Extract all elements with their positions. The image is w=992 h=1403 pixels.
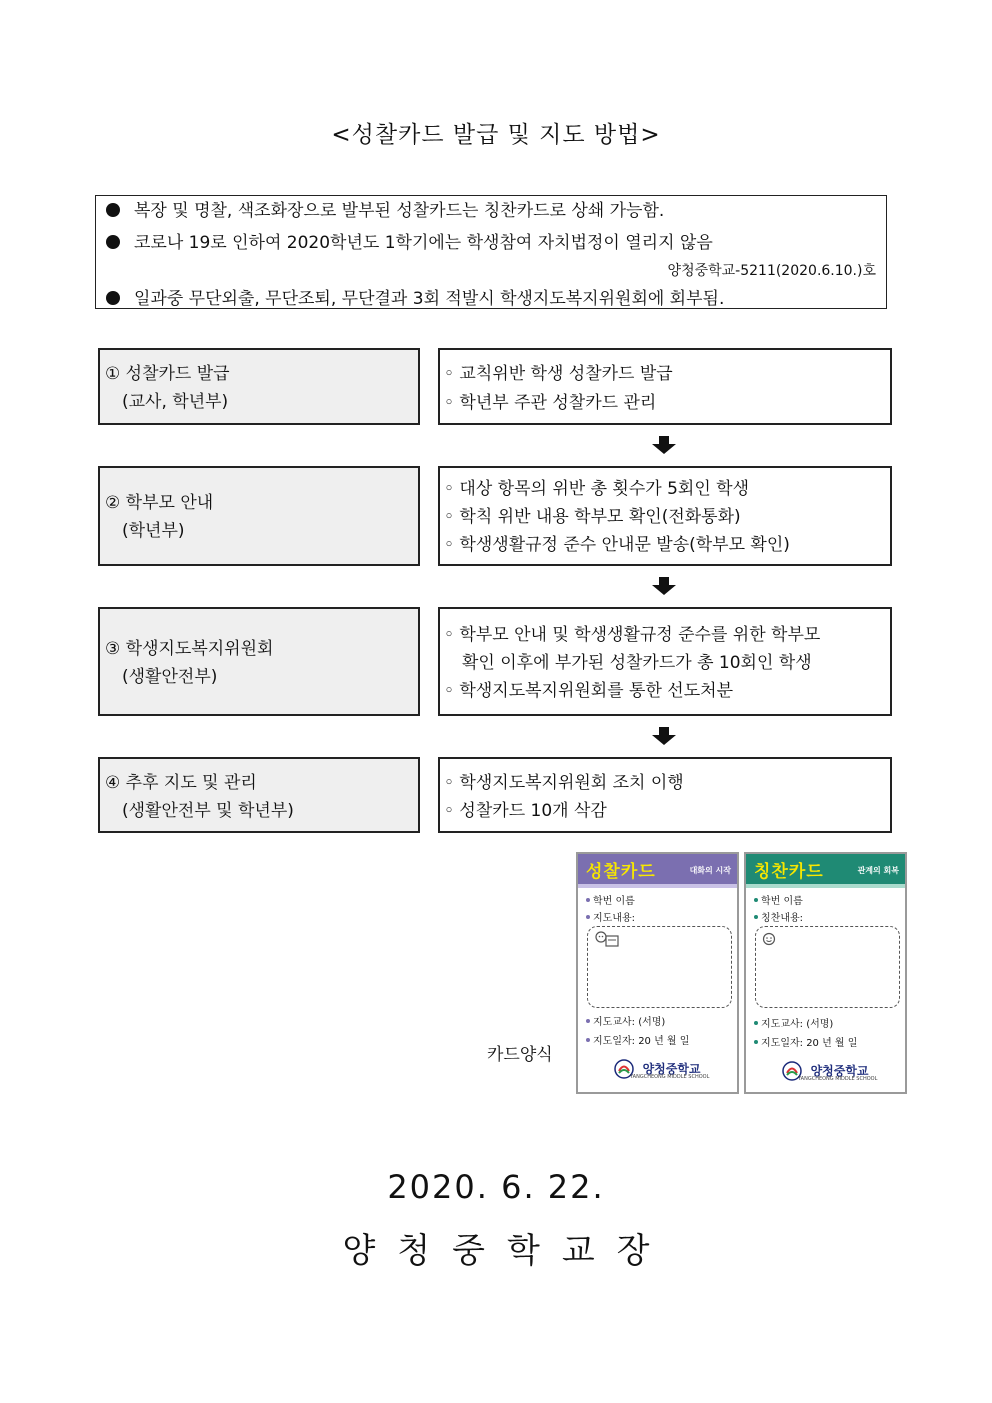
page-title: <성찰카드 발급 및 지도 방법>: [331, 122, 661, 148]
card-stripe: [578, 884, 737, 888]
notice-reference: 양청중학교-5211(2020.6.10.)호: [667, 263, 876, 279]
card-title: 칭찬카드: [754, 862, 824, 882]
bullet-icon: [106, 291, 120, 305]
step-3-label-box: [98, 607, 420, 716]
school-name: 양청중학교: [642, 1062, 701, 1076]
card-field: 학번 이름: [754, 892, 803, 907]
bullet-icon: [106, 203, 120, 217]
school-name-en: YANGCHEONG MIDDLE SCHOOL: [630, 1074, 710, 1080]
step-desc-line: ◦ 대상 항목의 위반 총 횟수가 5회인 학생: [444, 479, 749, 499]
praise-card: [744, 852, 907, 1094]
notice-item: 복장 및 명찰, 색조화장으로 발부된 성찰카드는 칭찬카드로 상쇄 가능함.: [106, 196, 664, 221]
step-2-desc-box: [438, 466, 892, 566]
step-1-label-box: [98, 348, 420, 425]
step-label: ④ 추후 지도 및 관리: [105, 773, 257, 793]
step-desc-line: ◦ 학생지도복지위원회를 통한 선도처분: [444, 681, 733, 701]
step-4-desc-box: [438, 757, 892, 833]
school-name: 양청중학교: [810, 1064, 869, 1078]
step-owner: (학년부): [122, 521, 185, 541]
card-field: 지도일자: 20 년 월 일: [586, 1032, 689, 1047]
arrow-down-icon: [652, 577, 676, 595]
card-title: 성찰카드: [586, 862, 656, 882]
card-field: 학번 이름: [586, 892, 635, 907]
step-owner: (생활안전부): [122, 667, 218, 687]
step-owner: (생활안전부 및 학년부): [122, 801, 294, 821]
step-desc-line: ◦ 학생생활규정 준수 안내문 발송(학부모 확인): [444, 535, 790, 555]
notice-item: 코로나 19로 인하여 2020학년도 1학기에는 학생참여 자치법정이 열리지 않음: [106, 228, 713, 253]
step-label: ③ 학생지도복지위원회: [105, 639, 274, 659]
card-field: 지도교사: (서명): [586, 1013, 665, 1028]
step-desc-line: 확인 이후에 부가된 성찰카드가 총 10회인 학생: [462, 653, 812, 673]
card-field: 지도교사: (서명): [754, 1015, 833, 1030]
step-3-desc-box: [438, 607, 892, 716]
arrow-down-icon: [652, 727, 676, 745]
notice-box: [95, 195, 887, 309]
step-desc-line: ◦ 학부모 안내 및 학생생활규정 준수를 위한 학부모: [444, 625, 821, 645]
step-desc-line: ◦ 학칙 위반 내용 학부모 확인(전화통화): [444, 507, 741, 527]
card-field: 지도일자: 20 년 월 일: [754, 1034, 857, 1049]
step-desc-line: ◦ 학년부 주관 성찰카드 관리: [444, 393, 657, 413]
card-form-label: 카드양식: [487, 1045, 553, 1065]
card-field: 칭찬내용:: [754, 909, 803, 924]
step-1-desc-box: [438, 348, 892, 425]
card-subtitle: 대화의 시작: [689, 866, 731, 875]
card-field: 지도내용:: [586, 909, 635, 924]
issuer-signature: 양청중학교장: [342, 1231, 672, 1271]
step-4-label-box: [98, 757, 420, 833]
card-subtitle: 관계의 회복: [857, 866, 899, 875]
notice-item: 일과중 무단외출, 무단조퇴, 무단결과 3회 적발시 학생지도복지위원회에 회부됨.: [106, 284, 724, 309]
card-stripe: [746, 884, 905, 888]
arrow-down-icon: [652, 436, 676, 454]
card-writing-area: [755, 926, 900, 1008]
document-date: 2020. 6. 22.: [387, 1168, 605, 1206]
step-label: ② 학부모 안내: [105, 493, 214, 513]
reflection-card: [576, 852, 739, 1094]
character-icon: [594, 930, 620, 948]
school-name-en: YANGCHEONG MIDDLE SCHOOL: [798, 1076, 878, 1082]
step-desc-line: ◦ 교칙위반 학생 성찰카드 발급: [444, 364, 673, 384]
step-2-label-box: [98, 466, 420, 566]
step-owner: (교사, 학년부): [122, 392, 229, 412]
character-icon: [762, 932, 776, 946]
step-desc-line: ◦ 학생지도복지위원회 조치 이행: [444, 773, 684, 793]
bullet-icon: [106, 235, 120, 249]
step-label: ① 성찰카드 발급: [105, 364, 230, 384]
step-desc-line: ◦ 성찰카드 10개 삭감: [444, 801, 607, 821]
